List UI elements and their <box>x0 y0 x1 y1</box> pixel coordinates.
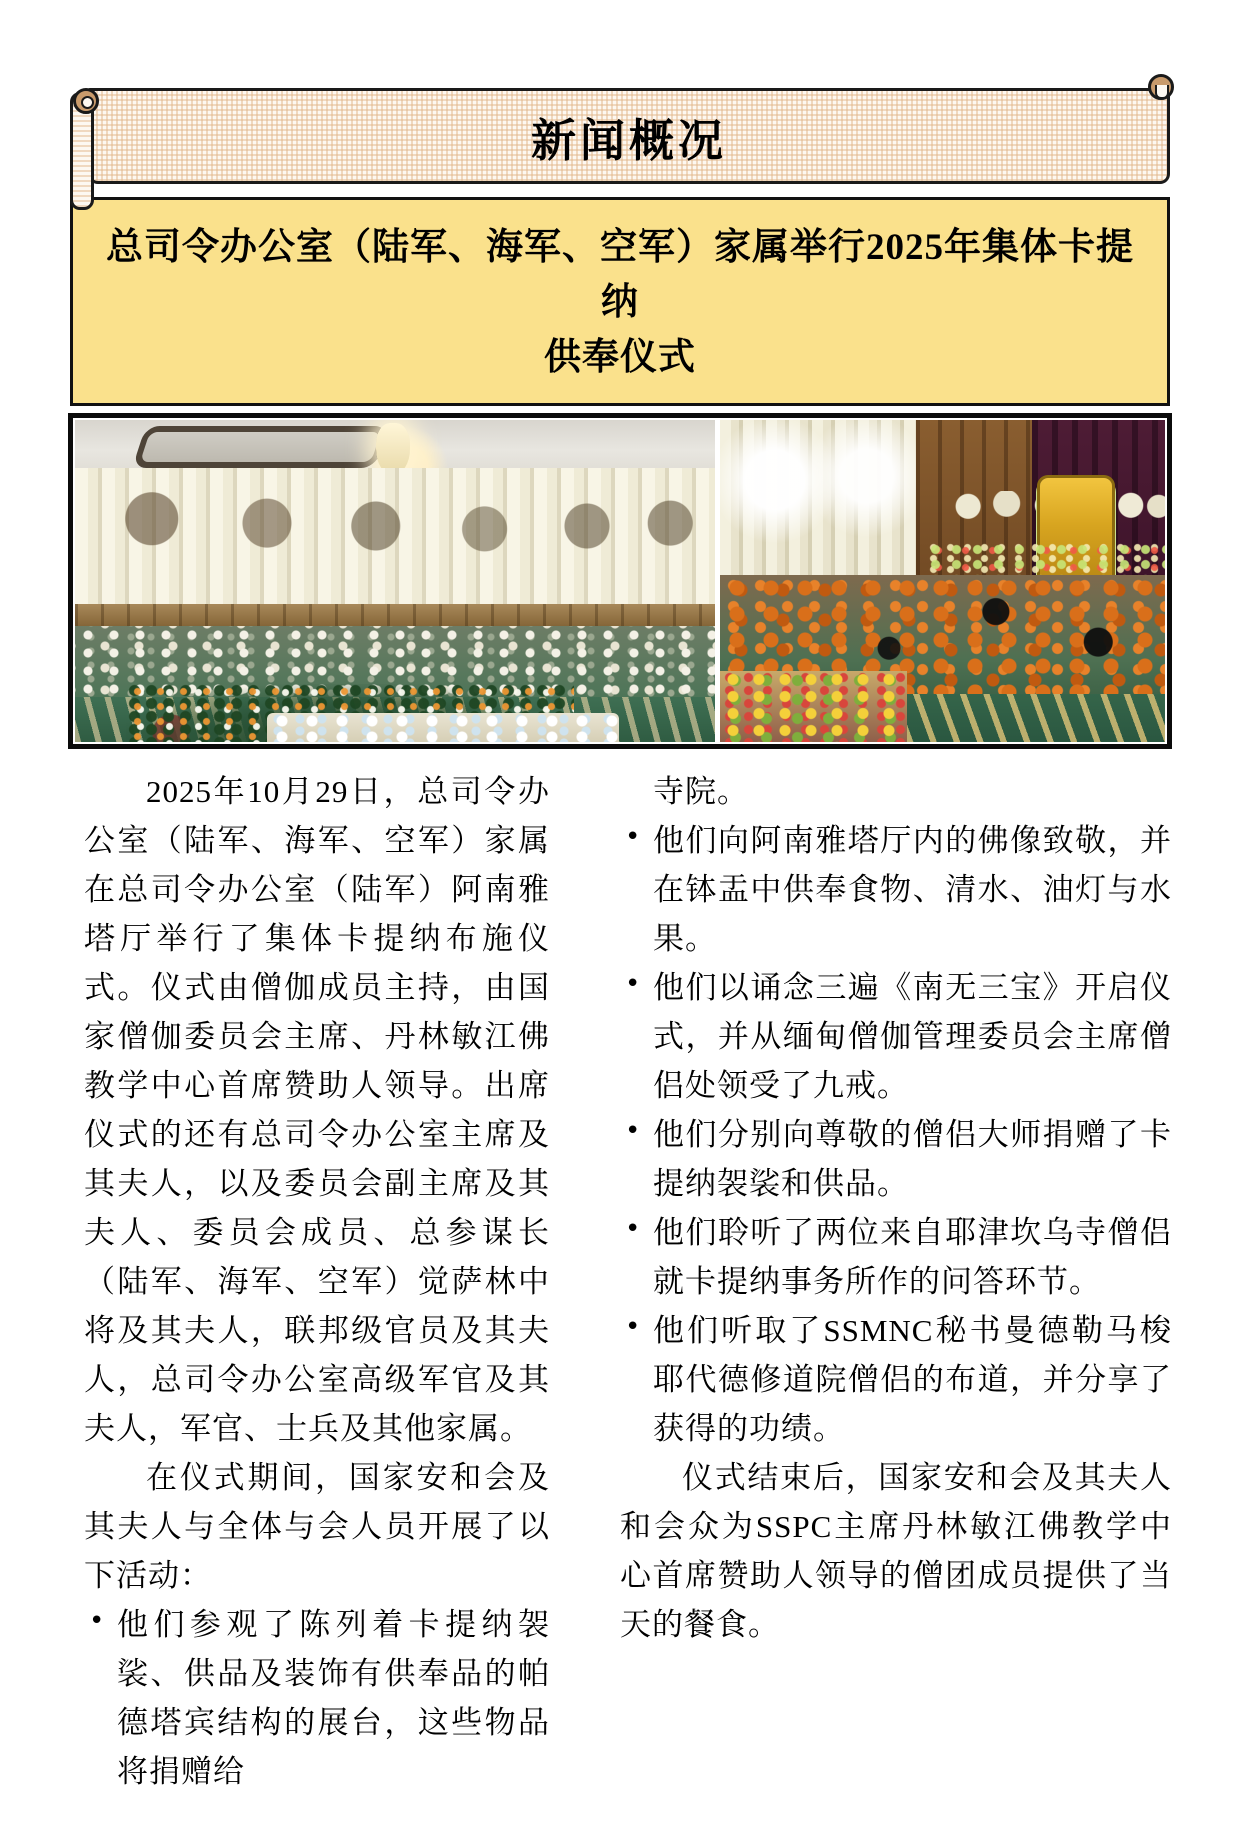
paragraph: 仪式结束后，国家安和会及其夫人和会众为SSPC主席丹林敏江佛教学中心首席赞助人领导的僧团成员提供了当天的餐食。 <box>620 1460 1172 1642</box>
bullet-item <box>620 1306 1172 1453</box>
bullet-text: 他们向阿南雅塔厅内的佛像致敬，并在钵盂中供奉食物、清水、油灯与水果。 <box>653 823 1172 956</box>
photo-monks-ceremony <box>720 420 1165 742</box>
bullet-dot-icon: • <box>625 1214 642 1244</box>
photo-offering-table <box>267 713 619 742</box>
ceremony-photos-frame <box>68 413 1172 749</box>
bullet-item <box>84 1600 550 1796</box>
headline-line-1: 总司令办公室（陆军、海军、空军）家属举行2025年集体卡提纳 <box>106 227 1134 323</box>
bullet-text: 他们分别向尊敬的僧侣大师捐赠了卡提纳袈裟和供品。 <box>653 1117 1172 1201</box>
scroll-curl-left-icon <box>73 88 99 114</box>
bullet-text: 他们以诵念三遍《南无三宝》开启仪式，并从缅甸僧伽管理委员会主席僧侣处领受了九戒。 <box>653 970 1172 1103</box>
photo-ceiling-coffer <box>132 426 389 468</box>
bullet-dot-icon: • <box>625 1116 642 1146</box>
article-column-left <box>68 767 550 1796</box>
bullet-item <box>620 816 1172 963</box>
bullet-dot-icon: • <box>625 1312 642 1342</box>
paragraph: 寺院。 <box>653 774 749 809</box>
news-scroll-banner <box>70 88 1170 184</box>
bullet-text: 他们听取了SSMNC秘书曼德勒马梭耶代德修道院僧侣的布道，并分享了获得的功绩。 <box>653 1313 1172 1446</box>
scroll-curl-right-icon <box>1148 74 1174 100</box>
photo-hall-attendees <box>75 420 715 742</box>
photo-curtain-wall <box>75 468 715 613</box>
bullet-text: 他们参观了陈列着卡提纳袈裟、供品及装饰有供奉品的帕德塔宾结构的展台，这些物品将捐赠给 <box>117 1607 550 1789</box>
bullet-dot-icon: • <box>625 969 642 999</box>
bullet-item <box>620 1208 1172 1306</box>
bullet-item <box>620 1110 1172 1208</box>
bullet-text: 他们聆听了两位来自耶津坎乌寺僧侣就卡提纳事务所作的问答环节。 <box>653 1215 1172 1299</box>
paragraph: 2025年10月29日，总司令办公室（陆军、海军、空军）家属在总司令办公室（陆军）阿南雅塔厅举行了集体卡提纳布施仪式。仪式由僧伽成员主持，由国家僧伽委员会主席、丹林敏江佛教学中心首席赞助人领导。出席仪式的还有总司令办公室主席及其夫人，以及委员会副主席及其夫人、委员会成员、总参谋长（陆军、海军、空军）觉萨林中将及其夫人，联邦级官员及其夫人，总司令办公室高级军官及其夫人，军官、士兵及其他家属。 <box>84 774 550 1446</box>
article-headline-box <box>70 197 1170 406</box>
banner-title: 新闻概况 <box>530 115 727 166</box>
scroll-panel <box>88 88 1170 184</box>
paragraph: 在仪式期间，国家安和会及其夫人与全体与会人员开展了以下活动： <box>84 1460 550 1593</box>
bullet-dot-icon: • <box>625 822 642 852</box>
article-column-right <box>620 767 1172 1796</box>
article-body <box>68 767 1172 1796</box>
photo-fruit-offerings <box>720 671 907 742</box>
bullet-dot-icon: • <box>89 1606 106 1636</box>
photo-green-carpet <box>907 694 1165 742</box>
bullet-item <box>620 963 1172 1110</box>
headline-line-2: 供奉仪式 <box>544 337 696 378</box>
